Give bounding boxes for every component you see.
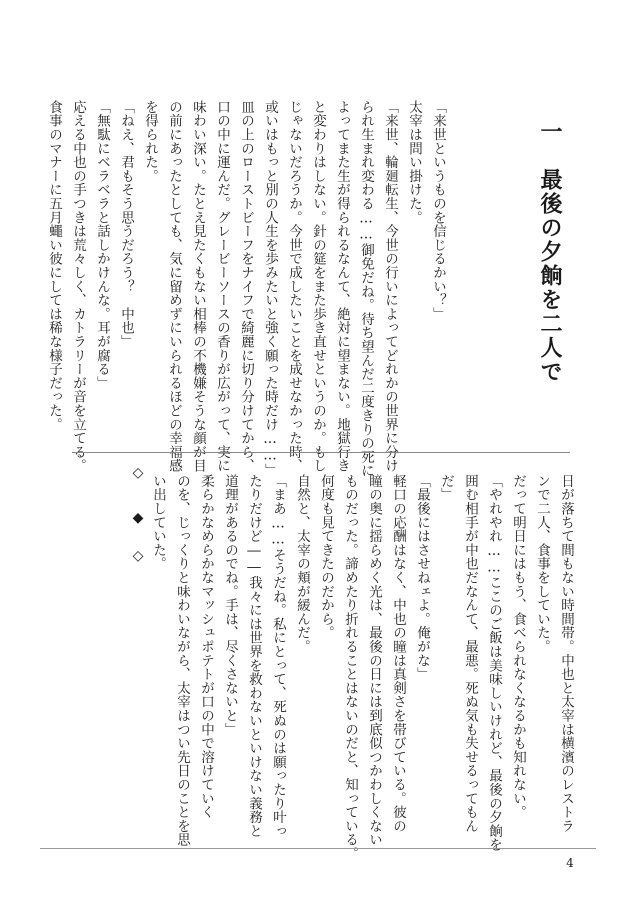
diamond-filled-icon: ◆ [132, 510, 144, 526]
chapter-heading: 一 最後の夕餉を二人で [537, 120, 563, 384]
footer-rule [40, 848, 596, 849]
diamond-outline-icon: ◇ [132, 465, 144, 481]
text-line: 軽口の応酬はなく、中也の瞳は真剣さを帯びている。彼の [390, 474, 406, 833]
text-line: を得られた。 [142, 100, 158, 183]
text-line: 口の中に運んだ。グレービーソースの香りが広がって、実に [214, 100, 230, 473]
text-line: い出していた。 [150, 474, 166, 571]
text-line: 瞳の奥に揺らめく光は、最後の日には到底似つかわしくない [366, 474, 382, 847]
text-line: 「やれやれ……ここのご飯は美味しいけれど、最後の夕餉を [486, 474, 502, 852]
text-line: じゃないだろうか。今世で成したいことを成せなかった時、 [286, 100, 302, 473]
text-line: よってまた生が得られるなんて、絶対に望まない。地獄行き [334, 100, 350, 473]
upper-text-block [46, 100, 450, 478]
text-line: 自然と、太宰の頬が緩んだ。 [294, 474, 310, 654]
text-line: られ生まれ変わる……御免だね。待ち望んだ二度きりの死に [358, 100, 374, 478]
lower-text-block [150, 474, 578, 861]
text-line: 「無駄にベラベラと話しかけんな。耳が腐る」 [94, 100, 110, 390]
text-line: 囲む相手が中也だなんて、最悪。死ぬ気も失せるってもん [462, 474, 478, 833]
text-line: 柔らかなめらかなマッシュポテトが口の中で溶けていく [198, 474, 214, 819]
text-line: 応える中也の手つきは荒々しく、カトラリーが音を立てる。 [70, 100, 86, 473]
text-line: 何度も見てきたのだから。 [318, 474, 334, 640]
text-line: だって明日にはもう、食べられなくなるかも知れない。 [510, 474, 526, 819]
text-line: ンで二人、食事をしていた。 [534, 474, 550, 654]
text-line: の前にあったとしても、気に留めずにいられるほどの幸福感 [166, 100, 182, 473]
text-line: たりだけど――我々には世界を救わないといけない義務と [246, 474, 262, 838]
text-line: 皿の上のローストビーフをナイフで綺麗に切り分けてから、 [238, 100, 254, 473]
text-line: 太宰は問い掛けた。 [406, 100, 422, 225]
text-line: だ」 [438, 474, 454, 502]
section-divider [72, 452, 570, 453]
text-line: 「最後にはさせねェよ。俺がな」 [414, 474, 430, 681]
text-line: 道理があるのでね。手は、尽くさないと」 [222, 474, 238, 737]
diamond-outline-icon: ◇ [132, 548, 144, 564]
text-line: 「来世というものを信じるかい？」 [430, 100, 446, 321]
text-line: 「ねえ、君もそう思うだろう？ 中也」 [118, 100, 134, 349]
text-line: 「まあ……そうだね。私にとって、死ぬのは願ったり叶っ [270, 474, 286, 838]
text-line: と変わりはしない。針の筵をまた歩き直せというのか。もし [310, 100, 326, 473]
text-line: 日が落ちて間もない時間帯。中也と太宰は横濱のレストラ [558, 474, 574, 833]
page-number: 4 [566, 856, 574, 870]
text-line: ものだった。諦めたり折れることはないのだと、知っている。 [342, 474, 358, 861]
text-line: 「来世、輪廻転生、今世の行いによってどれかの世界に分け [382, 100, 398, 473]
text-line: 味わい深い。たとえ見たくもない相棒の不機嫌そうな顔が目 [190, 100, 206, 473]
text-line: のを、じっくりと味わいながら、太宰はつい先日のことを思 [174, 474, 190, 847]
text-line: 食事のマナーに五月蠅い彼にしては稀な様子だった。 [46, 100, 62, 432]
text-line: 或いはもっと別の人生を歩みたいと強く願った時だけ……」 [262, 100, 278, 478]
